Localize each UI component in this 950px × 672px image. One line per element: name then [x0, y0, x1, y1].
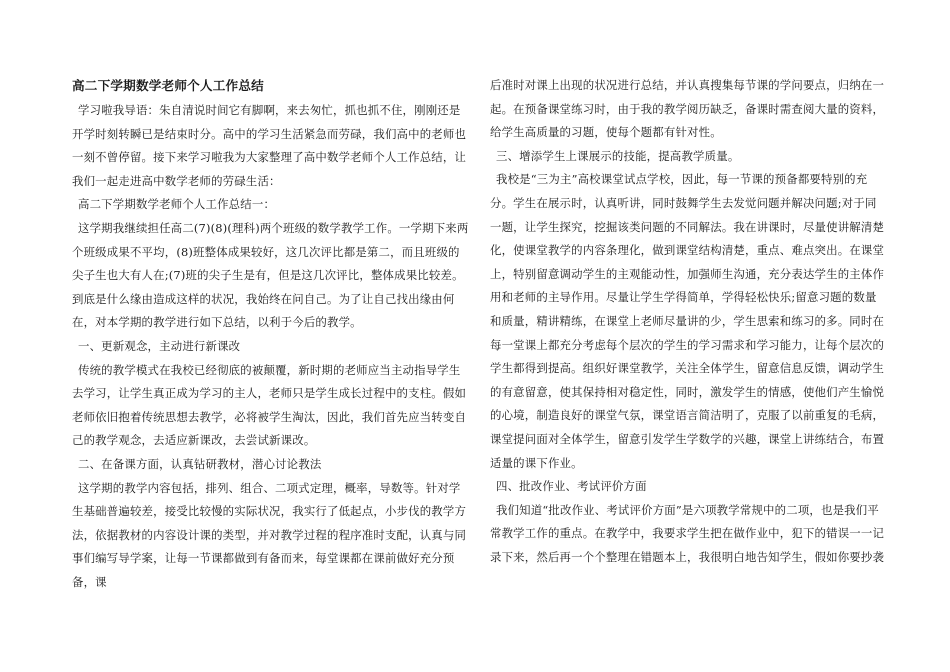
- paragraph-classroom-teaching: 我校是“三为主”高校课堂试点学校，因此，每一节课的预备都要特别的充分。学生在展示时，认真听讲，同时鼓舞学生去发觉问题并解决问题;对于同一题，让学生探究，挖掘该类问题的不同解法。我在讲课时，尽量使讲解清楚化，使课堂教学的内容条理化，做到课堂结构清楚，重点、难点突出。在课堂上，特别留意调动学生的主观能动性，加强师生沟通，充分表达学生的主体作用和老师的主导作用。尽量让学生学得简单，学得轻松快乐;留意习题的数量和质量，精讲精练，在课堂上老师尽量讲的少，学生思索和练习的多。同时在每一堂课上都充分考虑每个层次的学生的学习需求和学习能力，让每个层次的学生都得到提高。组织好课堂教学，关注全体学生，留意信息反馈，调动学生的有意留意，使其保持相对稳定性，同时，激发学生的情感，使他们产生愉悦的心境，制造良好的课堂气氛，课堂语言简洁明了，克服了以前重复的毛病，课堂提问面对全体学生，留意引发学生学数学的兴趣，课堂上讲练结合，布置适量的课下作业。: [490, 172, 885, 470]
- paragraph-teaching-content: 这学期的教学内容包括，排列、组合、二项式定理，概率，导数等。针对学生基础普遍较差，接受比较慢的实际状况，我实行了低起点，小步伐的教学方法，依据教材的内容设计课的类型，并对教学过程的程序准时支配，认真与同事们编写导学案，让每一节课都做到有备而来，每堂课都在课前做好充分预备，课: [72, 480, 467, 589]
- heading-student-presentation: 三、增添学生上课展示的技能，提高教学质量。: [496, 148, 740, 163]
- paragraph-intro: 学习啦我导语：朱自清说时间它有脚啊，来去匆忙，抓也抓不住，刚刚还是开学时刻转瞬已是结束时分。高中的学习生活紧急而劳碌，我们高中的老师也一刻不曾停留。接下来学习啦我为大家整理了高中数学老师个人工作总结，让我们一起走进高中数学老师的劳碌生活：: [72, 103, 467, 188]
- paragraph-teaching-model: 传统的教学模式在我校已经彻底的被颠覆，新时期的老师应当主动指导学生去学习，让学生真正成为学习的主人，老师只是学生成长过程中的支柱。假如老师依旧抱着传统思想去教学，必将被学生淘汰，因此，我们首先应当转变自己的教学观念，去适应新课改，去尝试新课改。: [72, 362, 467, 448]
- paragraph-homework: 我们知道“批改作业、考试评价方面”是六项教学常规中的二项，也是我们平常教学工作的重点。在教学中，我要求学生把在做作业中，犯下的错误一一记录下来，然后再一个个整理在错题本上，我很明白地告知学生，假如你要抄袭: [490, 502, 885, 564]
- document-title: 高二下学期数学老师个人工作总结: [72, 78, 264, 93]
- section-heading-summary-one: 高二下学期数学老师个人工作总结一：: [78, 197, 276, 212]
- heading-update-concepts: 一、更新观念，主动进行新课改: [78, 338, 241, 353]
- heading-homework-evaluation: 四、批改作业、考试评价方面: [496, 479, 647, 494]
- heading-lesson-preparation: 二、在备课方面，认真钻研教材，潜心讨论教法: [78, 456, 322, 471]
- paragraph-continued: 后准时对课上出现的状况进行总结，并认真搜集每节课的学问要点，归纳在一起。在预备课堂练习时，由于我的教学阅历缺乏，备课时需查阅大量的资料，给学生高质量的习题，使每个题都有针对性。: [490, 78, 885, 140]
- left-column: [72, 74, 470, 594]
- right-column: [490, 74, 888, 569]
- paragraph-class-overview: 这学期我继续担任高二(7)(8)(理科)两个班级的数学教学工作。一学期下来两个班级成果不平均，(8)班整体成果较好，这几次评比都是第二，而且班级的尖子生也大有人在;(7)班的尖子生是有，但是这几次评比，整体成果比较差。到底是什么缘由造成这样的状况，我始终在问自己。为了让自己找出缘由何在，对本学期的教学进行如下总结，以利于今后的教学。: [72, 220, 469, 330]
